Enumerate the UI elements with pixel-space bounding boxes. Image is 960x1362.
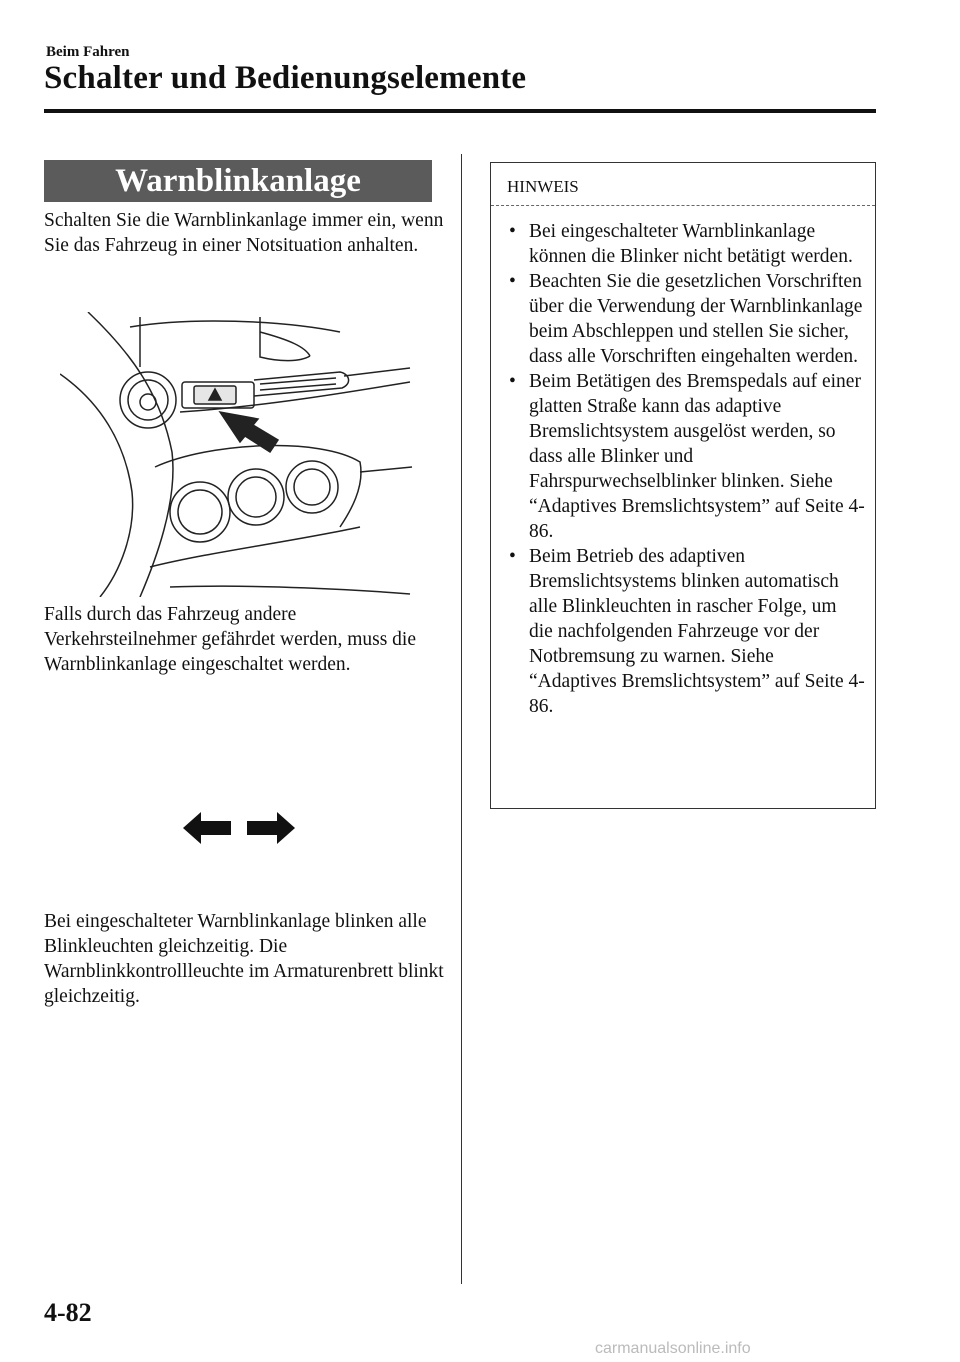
watermark: carmanualsonline.info bbox=[595, 1340, 751, 1357]
bullet-icon: • bbox=[509, 221, 516, 242]
note-divider bbox=[491, 205, 875, 206]
chapter-label: Beim Fahren bbox=[46, 44, 130, 60]
section-title: Schalter und Bedienungselemente bbox=[44, 60, 527, 96]
note-item-text: Beim Betrieb des adaptiven Bremslichtsystems blinken automatisch alle Blinkleuchten in rascher Folge, um die nachfolgenden Fahrzeuge vor der Notbremsung zu warnen. Siehe “Adaptives Bremslichtsystem” auf Seite 4-86. bbox=[529, 546, 865, 717]
topic-heading: Warnblinkanlage bbox=[44, 160, 432, 202]
note-item-text: Bei eingeschalteter Warnblinkanlage können die Blinker nicht betätigt werden. bbox=[529, 221, 853, 267]
bullet-icon: • bbox=[509, 546, 516, 567]
note-item bbox=[491, 269, 875, 369]
note-list bbox=[491, 219, 875, 719]
header-rule bbox=[44, 109, 876, 113]
column-divider bbox=[461, 154, 462, 1284]
turn-indicator-arrows-icon bbox=[183, 812, 295, 844]
bullet-icon: • bbox=[509, 271, 516, 292]
info-paragraph: Bei eingeschalteter Warnblinkanlage blinken alle Blinkleuchten gleichzeitig. Die Warnblinkkontrollleuchte im Armaturenbrett blinkt gleichzeitig. bbox=[44, 911, 444, 1007]
page-number: 4-82 bbox=[44, 1298, 92, 1327]
note-item bbox=[491, 369, 875, 544]
note-item-text: Beachten Sie die gesetzlichen Vorschriften über die Verwendung der Warnblinkanlage beim Abschleppen und stellen Sie sicher, dass alle Vorschriften eingehalten werden. bbox=[529, 271, 863, 367]
warning-paragraph: Falls durch das Fahrzeug andere Verkehrsteilnehmer gefährdet werden, muss die Warnblinkanlage eingeschaltet werden. bbox=[44, 604, 416, 675]
note-item bbox=[491, 219, 875, 269]
bullet-icon: • bbox=[509, 371, 516, 392]
intro-paragraph: Schalten Sie die Warnblinkanlage immer ein, wenn Sie das Fahrzeug in einer Notsituation anhalten. bbox=[44, 210, 444, 256]
note-box bbox=[490, 162, 876, 809]
note-item bbox=[491, 544, 875, 719]
note-title: HINWEIS bbox=[507, 177, 579, 196]
note-item-text: Beim Betätigen des Bremspedals auf einer glatten Straße kann das adaptive Bremslichtsystem ausgelöst werden, so dass alle Blinker und Fahrspurwechselblinker blinken. Siehe “Adaptives Bremslichtsystem” auf Seite 4-86. bbox=[529, 371, 865, 542]
hazard-switch-illustration bbox=[60, 312, 415, 597]
